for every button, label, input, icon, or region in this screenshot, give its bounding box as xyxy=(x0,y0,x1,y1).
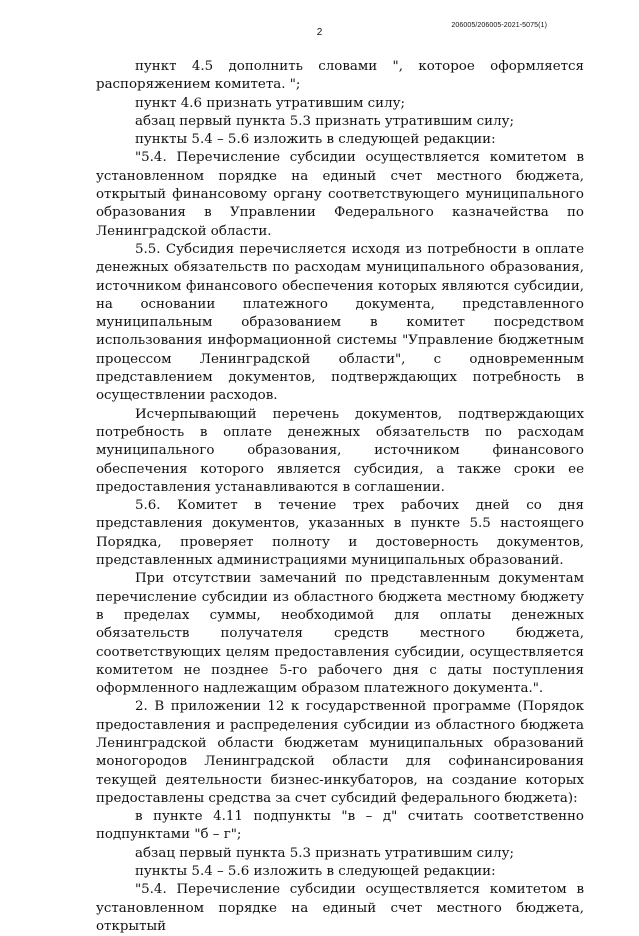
paragraph: абзац первый пункта 5.3 признать утратившим силу; xyxy=(135,845,514,861)
paragraph: абзац первый пункта 5.3 признать утратившим силу; xyxy=(135,113,514,129)
paragraph: в пункте 4.11 подпункты "в – д" считать соответственно подпунктами "б – г"; xyxy=(96,809,584,843)
page-number: 2 xyxy=(316,27,323,38)
paragraph: пункты 5.4 – 5.6 изложить в следующей редакции: xyxy=(135,132,496,148)
paragraph: пункт 4.5 дополнить словами ", которое оформляется распоряжением комитета. "; xyxy=(96,59,584,93)
paragraph: 5.6. Комитет в течение трех рабочих дней со дня представления документов, указанных в пункте 5.5 настоящего Порядка, проверяет полноту и достоверность документов, представленных администрациями муниципальных образований. xyxy=(96,498,584,569)
paragraph: "5.4. Перечисление субсидии осуществляется комитетом в установленном порядке на единый счет местного бюджета, открытый финансовому органу соответствующего муниципального образования в Управлении Федерального казначейства по Ленинградской области. xyxy=(96,150,584,239)
paragraph: При отсутствии замечаний по представленным документам перечисление субсидии из областного бюджета местному бюджету в пределах суммы, необходимой для оплаты денежных обязательств получателя средств местного бюджета, соответствующих целям предоставления субсидии, осуществляется комитетом не позднее 5-го рабочего дня с даты поступления оформленного надлежащим образом платежного документа.". xyxy=(96,571,584,697)
document-body xyxy=(96,58,584,936)
paragraph: "5.4. Перечисление субсидии осуществляется комитетом в установленном порядке на единый счет местного бюджета, открытый xyxy=(96,882,584,934)
paragraph: Исчерпывающий перечень документов, подтверждающих потребность в оплате денежных обязательств по расходам муниципального образования, источником финансового обеспечения которого является субсидия, а также сроки ее предоставления устанавливаются в соглашении. xyxy=(96,406,584,495)
document-id: 206005/206005-2021-5075(1) xyxy=(451,22,547,29)
paragraph: 2. В приложении 12 к государственной программе (Порядок предоставления и распределения субсидии из областного бюджета Ленинградской области бюджетам муниципальных образований моногородов Ленинградской области для софинансирования текущей деятельности бизнес-инкубаторов, на создание которых предоставлены средства за счет субсидий федерального бюджета): xyxy=(96,699,584,806)
paragraph: пункты 5.4 – 5.6 изложить в следующей редакции: xyxy=(135,864,496,880)
paragraph: 5.5. Субсидия перечисляется исходя из потребности в оплате денежных обязательств по расходам муниципального образования, источником финансового обеспечения которых являются субсидии, на основании платежного документа, представленного муниципальным образованием в комитет посредством использования информационной системы "Управление бюджетным процессом Ленинградской области", с одновременным представлением документов, подтверждающих потребность в осуществлении расходов. xyxy=(96,241,584,404)
paragraph: пункт 4.6 признать утратившим силу; xyxy=(135,95,405,111)
